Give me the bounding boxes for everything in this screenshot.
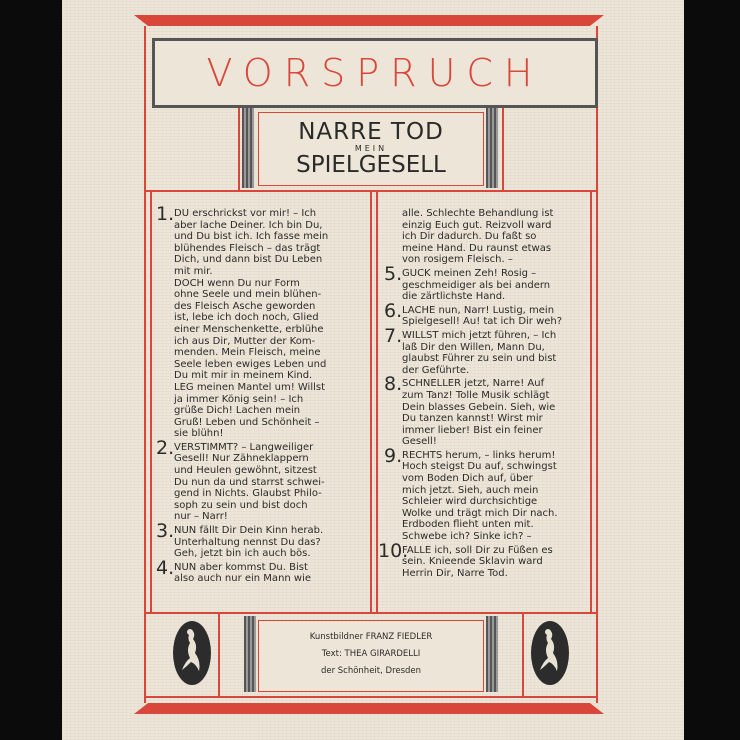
verse-line: LACHE nun, Narr! Lustig, mein — [402, 304, 555, 316]
footer-right-pillar — [486, 616, 498, 692]
verse-line: ich Dir dadurch. Du faßt so — [402, 231, 537, 243]
verse-line: aber lache Deiner. Ich bin Du, — [174, 219, 323, 231]
footer-right-divider — [522, 612, 524, 696]
top-red-band — [134, 15, 604, 26]
verse-line: ich aus Dir, Mutter der Kom- — [174, 335, 316, 347]
verse-line: Du nun da und starrst schwei- — [174, 476, 325, 488]
subtitle-line-1: NARRE TOD — [298, 119, 444, 145]
verse-line: ja immer König sein! – Ich — [174, 393, 304, 405]
verse-entry — [378, 539, 590, 580]
verse-line: des Fleisch Asche geworden — [174, 300, 316, 312]
frame-body-bottom-line — [144, 612, 596, 614]
verse-line: mich jetzt. Sieh, auch mein — [402, 484, 539, 496]
verse-line: glaubst Führer zu sein und bist — [402, 353, 557, 365]
verse-line: Du mit mir in meinem Kind. — [174, 370, 313, 382]
verse-line: sein. Knieende Sklavin ward — [402, 556, 543, 568]
verse-number: 6. — [384, 299, 403, 322]
verse-line: geschmeidiger als bei andern — [402, 279, 551, 291]
verse-number: 8. — [384, 373, 403, 396]
verse-line: Herrin Dir, Narre Tod. — [402, 567, 508, 579]
verse-line: einzig Euch gut. Reizvoll ward — [402, 219, 552, 231]
verse-line: GUCK meinen Zeh! Rosig – — [402, 267, 537, 279]
verse-line: gend in Nichts. Glaubst Philo- — [174, 488, 322, 500]
verse-entry — [156, 556, 368, 585]
verse-line: Dein blasses Gebein. Sieh, wie — [402, 401, 556, 413]
verse-line: Seele leben ewiges Leben und — [174, 358, 327, 370]
verse-entry — [386, 208, 590, 266]
verse-line: Du tanzen kannst! Wirst mir — [402, 413, 543, 425]
frame-mid-right-line — [502, 102, 504, 192]
verse-line: also auch nur ein Mann wie — [174, 573, 312, 585]
verse-line: ohne Seele und mein blühen- — [174, 289, 322, 301]
verse-number: 5. — [384, 262, 403, 285]
verse-line: Schleier wird durchsichtige — [402, 496, 538, 508]
subtitle-line-2: MEIN — [354, 144, 388, 153]
verse-line: der Geführte. — [402, 364, 470, 376]
verse-entry — [384, 324, 590, 376]
verse-entry — [384, 262, 590, 303]
verse-line: Wolke und trägt mich Dir nach. — [402, 507, 558, 519]
verse-line: Gesell! Nur Zähneklappern — [174, 453, 309, 465]
verse-line: Erdboden flieht unten mit. — [402, 519, 534, 531]
subtitle-box — [258, 112, 484, 186]
verse-line: VERSTIMMT? – Langweiliger — [174, 441, 314, 453]
verse-line: laß Dir den Willen, Mann Du, — [402, 341, 545, 353]
publisher-credit: der Schönheit, Dresden — [320, 666, 422, 676]
verse-line: DU erschrickst vor mir! – Ich — [174, 208, 317, 219]
right-text-column — [378, 208, 590, 581]
left-dancer-logo-icon — [172, 620, 212, 686]
verse-line: einer Menschenkette, erblühe — [174, 323, 324, 335]
credits-box — [258, 620, 484, 692]
verse-line: alle. Schlechte Behandlung ist — [402, 208, 554, 219]
verse-line: LEG meinen Mantel um! Willst — [174, 381, 326, 393]
text-credit: Text: THEA GIRARDELLI — [321, 649, 421, 659]
subtitle-line-3: SPIELGESELL — [296, 152, 446, 178]
title-box — [152, 38, 598, 108]
verse-number: 4. — [156, 556, 175, 579]
verse-line: blühendes Fleisch – das trägt — [174, 242, 321, 254]
verse-line: vom Boden Dich auf, über — [402, 473, 533, 485]
verse-line: FALLE ich, soll Dir zu Füßen es — [402, 544, 553, 556]
verse-line: soph zu sein und bist doch — [174, 499, 308, 511]
verse-number: 9. — [384, 444, 403, 467]
verse-line: WILLST mich jetzt führen, – Ich — [402, 329, 557, 341]
verse-line: Geh, jetzt bin ich auch bös. — [174, 548, 311, 560]
subtitle-left-pillar — [242, 108, 254, 188]
verse-line: und Heulen gewöhnt, sitzest — [174, 465, 317, 477]
verse-line: menden. Mein Fleisch, meine — [174, 347, 321, 359]
verse-entry — [384, 444, 590, 543]
footer-left-divider — [218, 612, 220, 696]
footer-left-pillar — [244, 616, 256, 692]
subtitle-right-pillar — [486, 108, 498, 188]
verse-number: 3. — [156, 520, 175, 543]
verse-line: NUN aber kommst Du. Bist — [174, 561, 308, 573]
verse-line: die zärtlichste Hand. — [402, 291, 506, 303]
verse-number: 10. — [378, 539, 409, 562]
verse-entry — [156, 436, 368, 523]
artist-credit: Kunstbildner FRANZ FIEDLER — [309, 632, 433, 642]
verse-line: mit mir. — [174, 265, 213, 277]
verse-line: immer lieber! Bist ein feiner — [402, 424, 543, 436]
verse-line: ist, lebe ich doch noch, Glied — [174, 312, 319, 324]
verse-line: Dich, und dann bist Du Leben — [174, 254, 323, 266]
verse-line: von rosigem Fleisch. – — [402, 254, 513, 266]
verse-entry — [156, 520, 368, 560]
page-title: VORSPRUCH — [206, 51, 544, 95]
footer-bottom-line — [144, 696, 596, 698]
column-divider — [370, 190, 372, 612]
verse-line: SCHNELLER jetzt, Narre! Auf — [402, 378, 545, 390]
verse-entry — [384, 373, 590, 448]
verse-line: Unterhaltung nennst Du das? — [174, 536, 321, 548]
body-right-inner-line — [590, 190, 592, 612]
verse-line: Gesell! — [402, 436, 437, 448]
verse-line: meine Hand. Du raunst etwas — [402, 242, 552, 254]
verse-number: 2. — [156, 436, 175, 459]
verse-line: und Du bist ich. Ich fasse mein — [174, 231, 329, 243]
right-dancer-logo-icon — [530, 620, 570, 686]
verse-entry — [384, 299, 590, 328]
verse-line: Gruß! Leben und Schönheit – — [174, 416, 320, 428]
verse-line: Hoch steigst Du auf, schwingst — [402, 461, 557, 473]
verse-line: RECHTS herum, – links herum! — [402, 449, 556, 461]
frame-left-line — [144, 26, 146, 703]
verse-number: 7. — [384, 324, 403, 347]
verse-number: 1. — [156, 203, 175, 225]
verse-line: sie blühn! — [174, 428, 224, 440]
verse-line: nur – Narr! — [174, 511, 228, 523]
frame-right-line — [596, 26, 598, 703]
verse-line: NUN fällt Dir Dein Kinn herab. — [174, 525, 324, 537]
bottom-red-band — [134, 703, 604, 714]
verse-line: Spielgesell! Au! tat ich Dir weh? — [402, 316, 563, 328]
left-text-column — [156, 203, 368, 587]
verse-line: Schwebe ich? Sinke ich? – — [402, 531, 532, 543]
verse-line: zum Tanz! Tolle Musik schlägt — [402, 389, 550, 401]
verse-line: grüße Dich! Lachen mein — [174, 405, 301, 417]
verse-line: DOCH wenn Du nur Form — [174, 277, 300, 289]
frame-mid-left-line — [238, 102, 240, 192]
verse-entry — [156, 203, 368, 440]
body-left-inner-line — [150, 190, 152, 612]
